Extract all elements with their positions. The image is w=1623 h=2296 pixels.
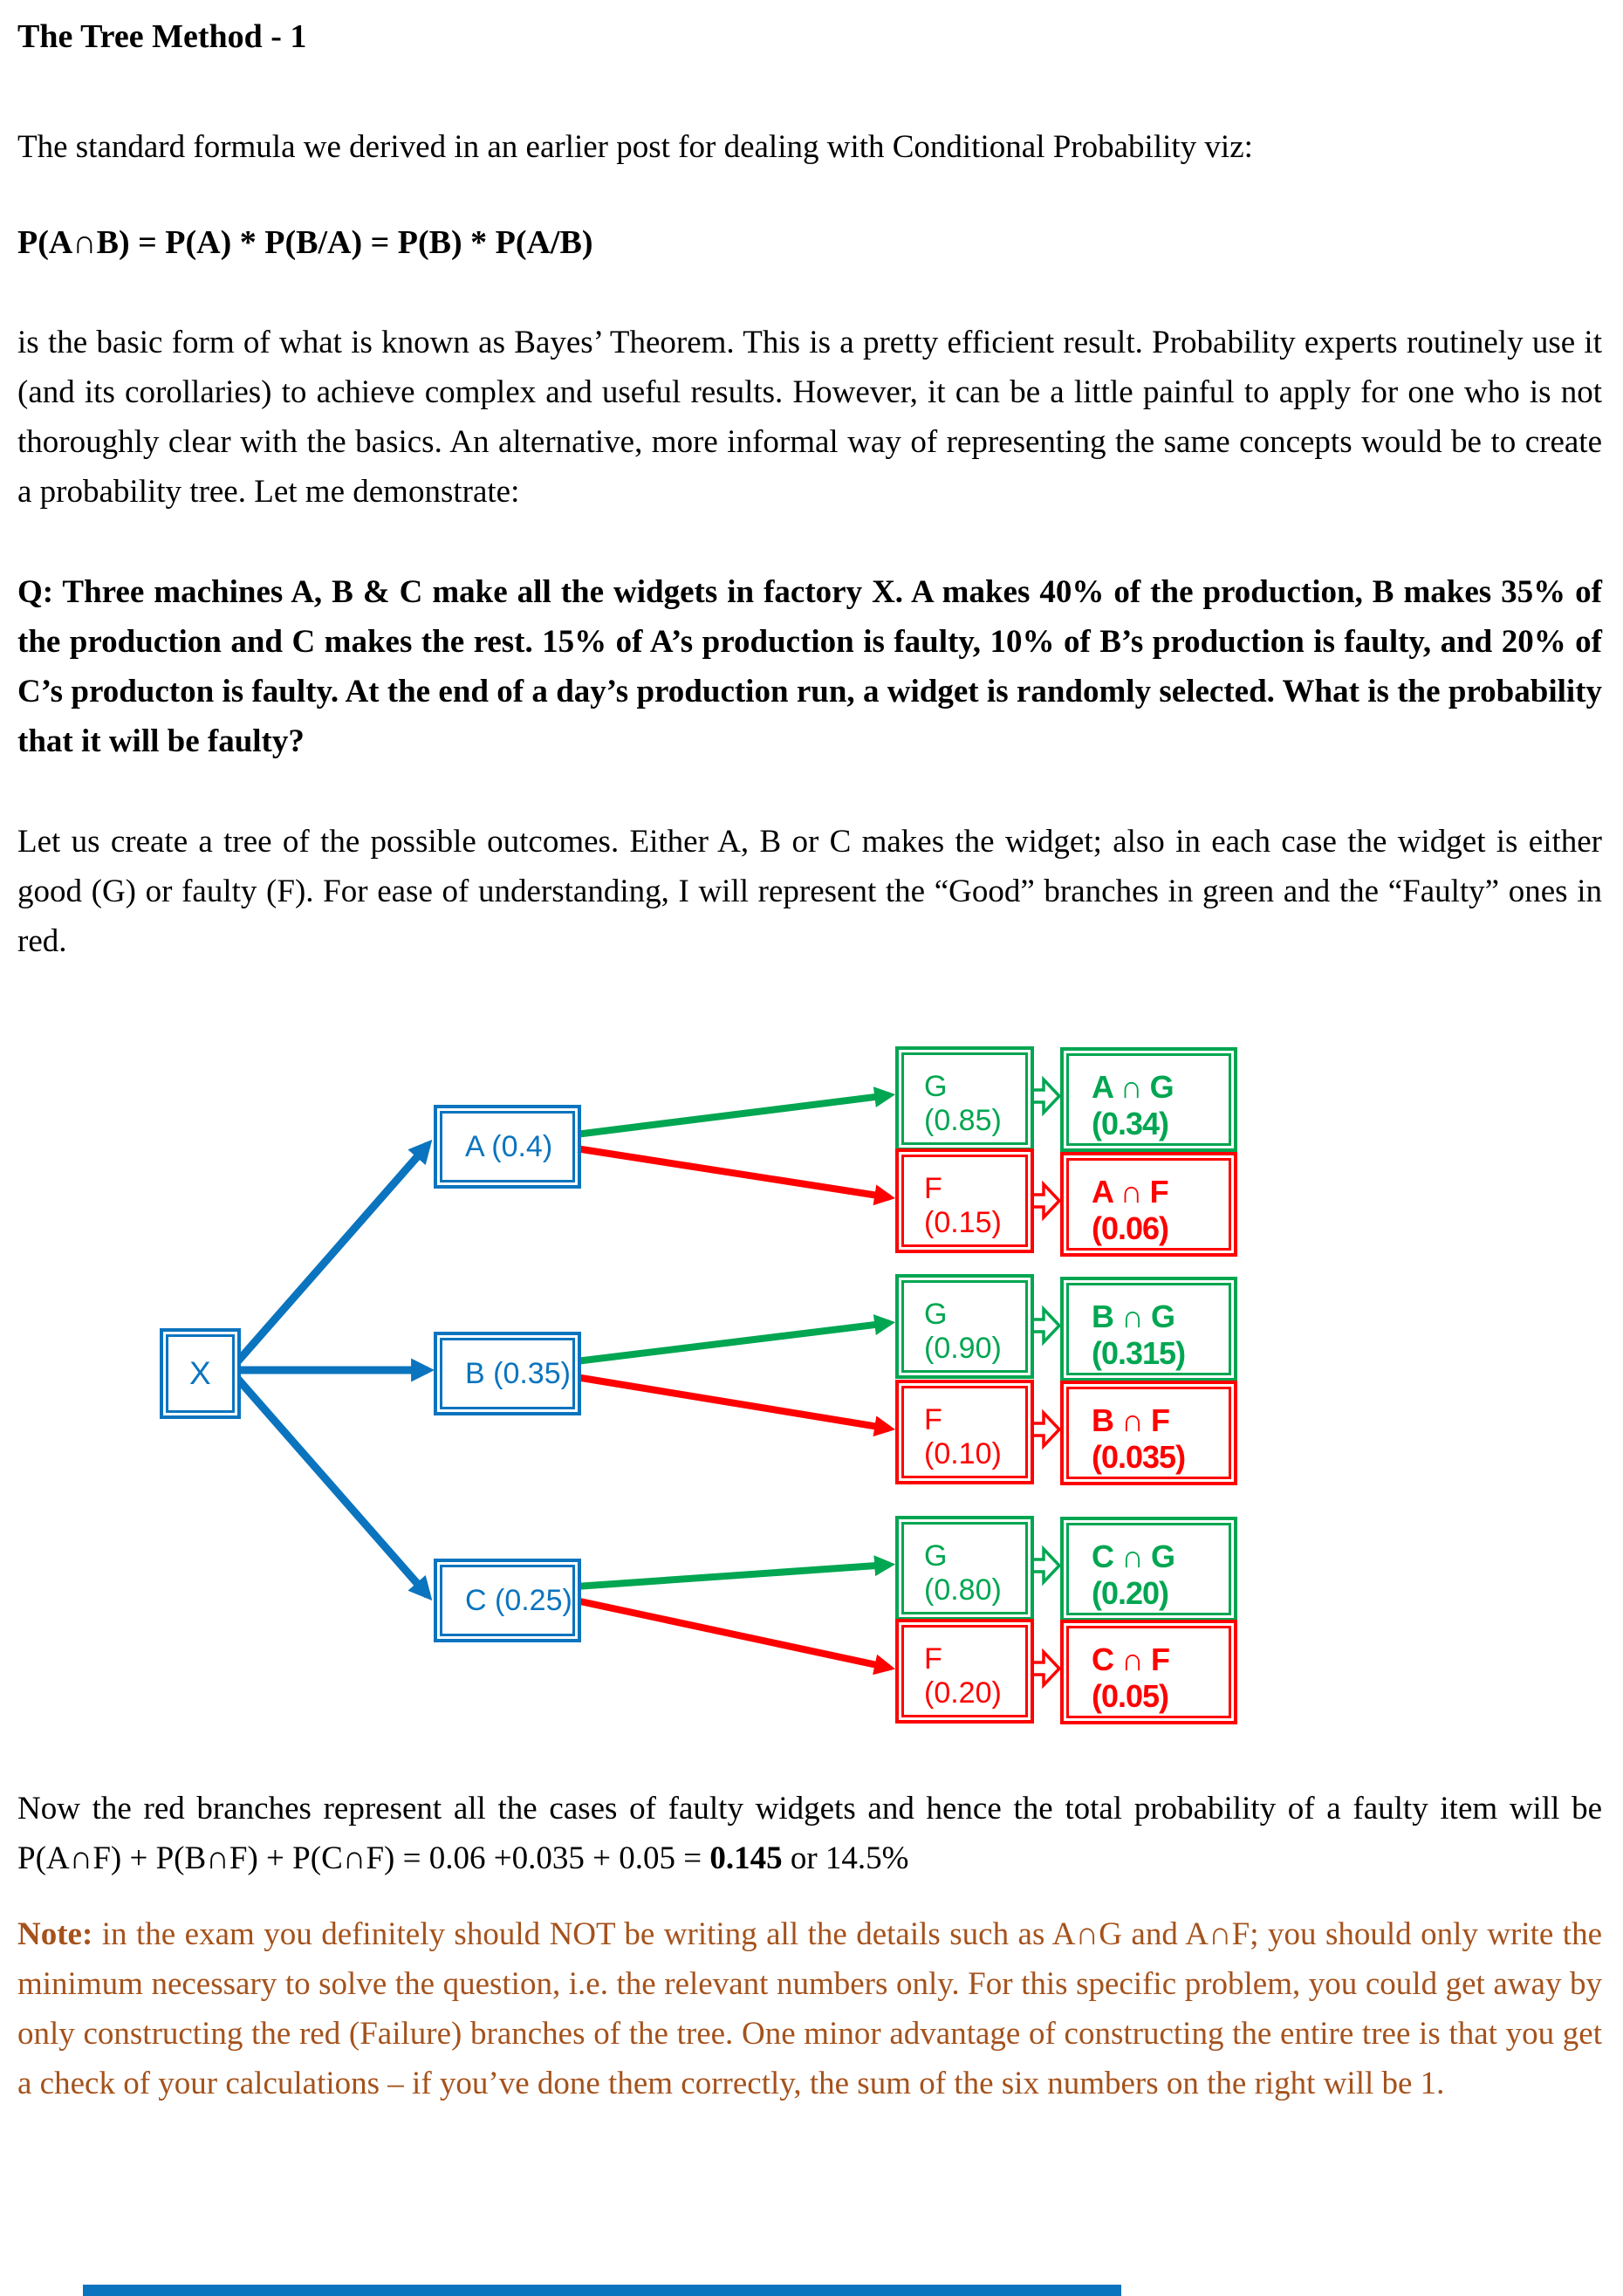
bayes-theorem-paragraph: is the basic form of what is known as Bayes’ Theorem. This is a pretty efficient result. Probability experts routinely use it (and its corollaries) to achieve complex and useful results. However, it can be a little painful to apply for one who is not thoroughly clear with the basics. An alternative, more informal way of representing the same concepts would be to create a probability tree. Let me demonstrate: (17, 325, 1602, 510)
block-arrow-icon (1031, 1549, 1059, 1582)
leaf-b-good (895, 1274, 1034, 1379)
branch-b-good (576, 1323, 889, 1361)
leaf-label: F (0.20) (924, 1642, 1002, 1710)
leaf-b-faulty (895, 1380, 1034, 1484)
result-b-good (1060, 1277, 1237, 1381)
bayes-formula: P(A∩B) = P(A) * P(B/A) = P(B) * P(A/B) (17, 224, 593, 261)
note-paragraph (17, 1909, 1602, 2108)
block-arrow-icon (1031, 1413, 1059, 1446)
page-title: The Tree Method - 1 (17, 18, 307, 55)
note-body: in the exam you definitely should NOT be writing all the details such as A∩G and A∩F; you should only write the minimum necessary to solve the question, i.e. the relevant numbers only. For this specific problem, you could get away by only constructing the red (Failure) branches of the tree. One minor advantage of constructing the entire tree is that you get a check of your calculations – if you’ve done them correctly, the sum of the six numbers on the right will be 1. (17, 1916, 1602, 2101)
result-label: A ∩ F (0.06) (1092, 1174, 1169, 1246)
tree-node-label: C (0.25) (465, 1583, 572, 1617)
tree-node-b (434, 1332, 581, 1415)
result-a-faulty (1060, 1152, 1237, 1257)
tree-node-c (434, 1559, 581, 1642)
branch-x-c (235, 1375, 428, 1595)
leaf-a-faulty (895, 1148, 1034, 1253)
block-arrow-icon (1031, 1652, 1059, 1685)
intro-paragraph: The standard formula we derived in an earlier post for dealing with Conditional Probability viz: (17, 129, 1253, 165)
result-c-faulty (1060, 1620, 1237, 1724)
leaf-label: G (0.90) (924, 1298, 1002, 1365)
result-label: B ∩ G (0.315) (1092, 1299, 1186, 1371)
probability-tree-diagram (0, 1004, 1623, 1754)
tree-node-label: B (0.35) (465, 1356, 571, 1390)
result-label: A ∩ G (0.34) (1092, 1069, 1174, 1141)
block-arrow-icons (1031, 1079, 1059, 1685)
result-label: B ∩ F (0.035) (1092, 1402, 1186, 1475)
leaf-label: F (0.15) (924, 1172, 1002, 1239)
tree-node-label: A (0.4) (465, 1129, 553, 1163)
note-label: Note: (17, 1916, 93, 1952)
result-c-good (1060, 1517, 1237, 1621)
result-text-start: Now the red branches represent all the cases of faulty widgets and hence the total probability of a faulty item will be P(A∩F) + P(B∩F) + P(C∩F) = 0.06 +0.035 + 0.05 = (17, 1791, 1602, 1876)
branch-c-faulty (576, 1600, 889, 1668)
tree-branches (0, 1004, 1623, 1754)
question-paragraph: Q: Three machines A, B & C make all the widgets in factory X. A makes 40% of the production, B makes 35% of the production and C makes the rest. 15% of A’s production is faulty, 10% of B’s production is faulty, and 20% of C’s producton is faulty. At the end of a day’s production run, a widget is randomly selected. What is the probability that it will be faulty? (17, 574, 1602, 759)
result-a-good (1060, 1047, 1237, 1152)
result-paragraph (17, 1784, 1602, 1883)
leaf-a-good (895, 1046, 1034, 1151)
block-arrow-icon (1031, 1184, 1059, 1217)
branch-b-faulty (576, 1377, 889, 1429)
result-label: C ∩ F (0.05) (1092, 1641, 1169, 1714)
block-arrow-icon (1031, 1079, 1059, 1113)
result-text-end: or 14.5% (782, 1840, 909, 1876)
branch-a-good (576, 1095, 889, 1134)
leaf-label: F (0.10) (924, 1403, 1002, 1470)
tree-root-x (160, 1328, 241, 1419)
branch-a-faulty (576, 1148, 889, 1197)
leaf-c-faulty (895, 1619, 1034, 1724)
leaf-label: G (0.85) (924, 1070, 1002, 1137)
result-total: 0.145 (709, 1840, 783, 1876)
branch-x-a (235, 1145, 428, 1365)
branch-c-good (576, 1565, 889, 1587)
tree-node-a (434, 1105, 581, 1189)
leaf-label: G (0.80) (924, 1539, 1002, 1607)
leaf-c-good (895, 1516, 1034, 1621)
tree-root-label: X (189, 1355, 211, 1391)
result-label: C ∩ G (0.20) (1092, 1539, 1175, 1611)
bottom-blue-bar (83, 2285, 1121, 2296)
block-arrow-icon (1031, 1309, 1059, 1342)
result-b-faulty (1060, 1381, 1237, 1485)
tree-intro-paragraph: Let us create a tree of the possible outcomes. Either A, B or C makes the widget; also in each case the widget is either good (G) or faulty (F). For ease of understanding, I will represent the “Good” branches in green and the “Faulty” ones in red. (17, 824, 1602, 959)
